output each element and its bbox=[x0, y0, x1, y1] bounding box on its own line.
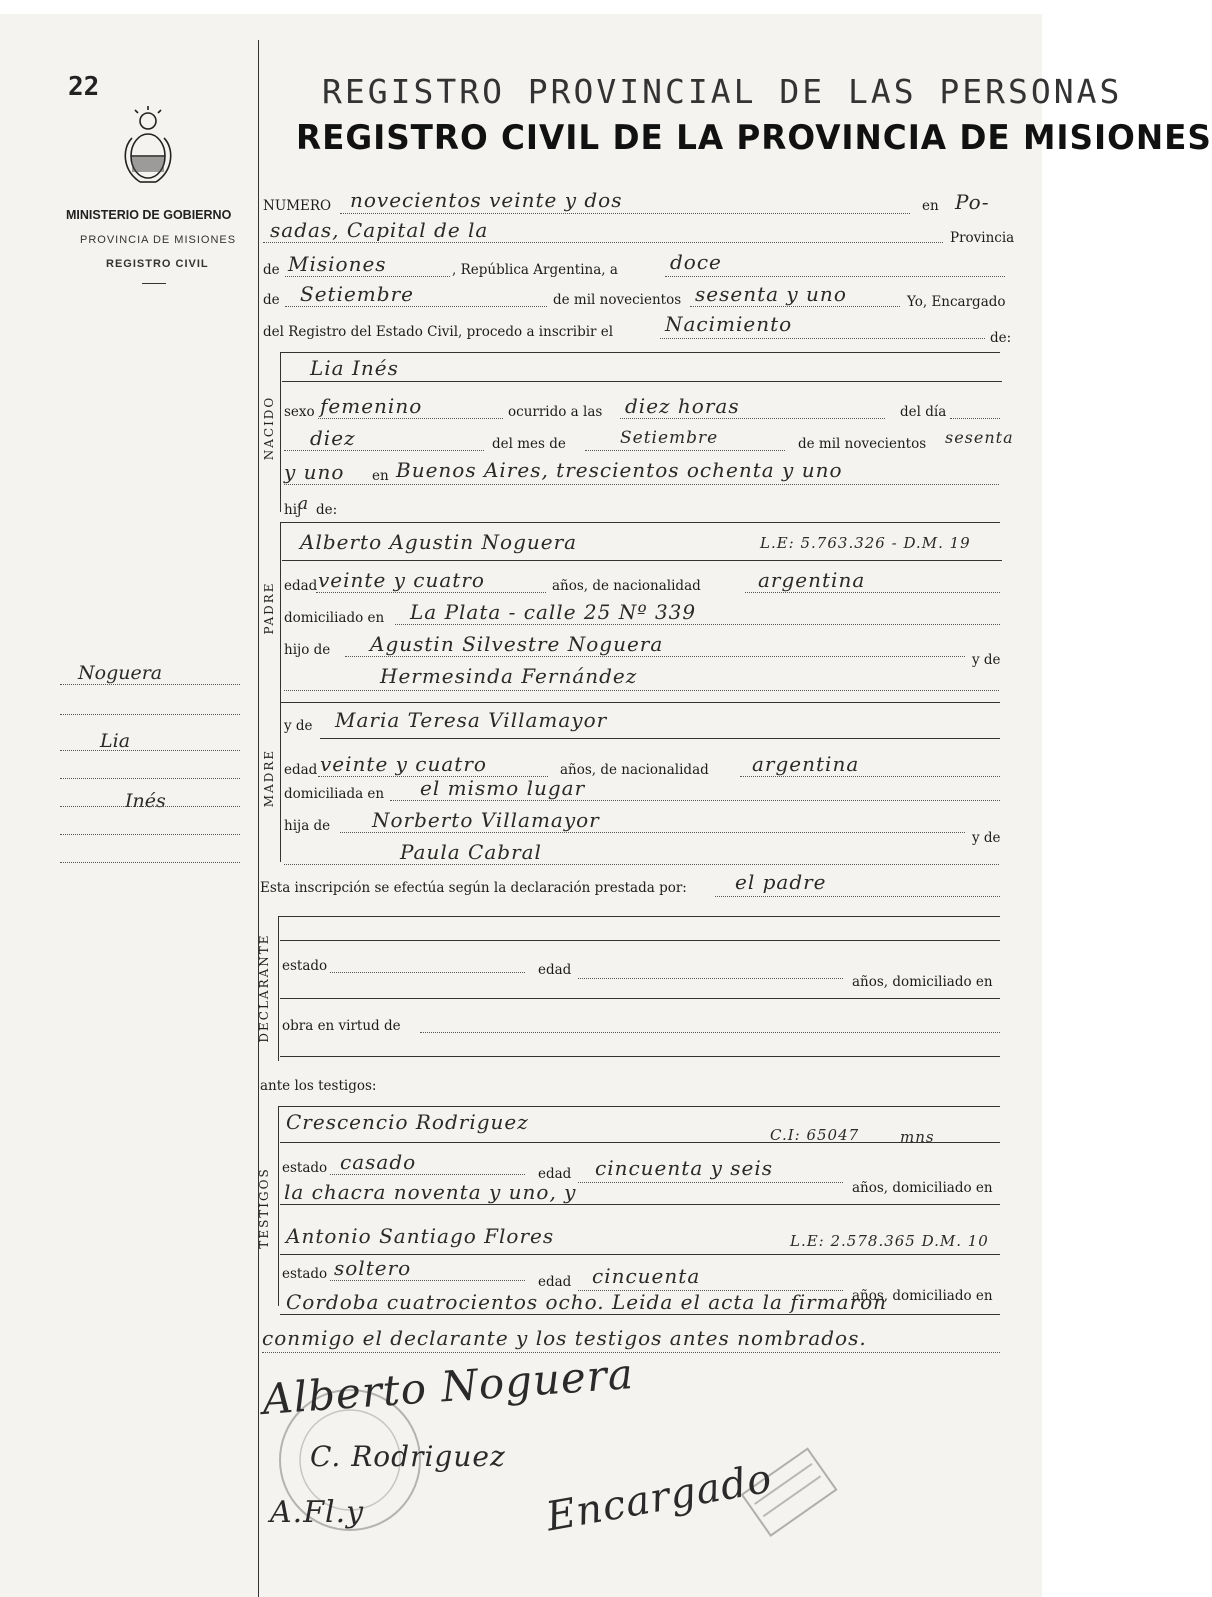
t1-domicilio: la chacra noventa y uno, y bbox=[284, 1180, 577, 1204]
madre-madre-value: Paula Cabral bbox=[400, 840, 542, 864]
sexo-label: sexo bbox=[284, 404, 315, 420]
margin-nombre-2: Inés bbox=[125, 790, 166, 812]
t1-edad-label: edad bbox=[538, 1166, 572, 1182]
margin-apellido: Noguera bbox=[78, 662, 163, 684]
republica-label: , República Argentina, a bbox=[452, 262, 618, 278]
de-mes-label: de bbox=[263, 292, 280, 308]
t1-estado: casado bbox=[340, 1150, 417, 1174]
page-number: 22 bbox=[68, 72, 100, 102]
yo-label: Yo, Encargado bbox=[907, 294, 1006, 310]
padre-edad-label: edad bbox=[284, 578, 318, 594]
t1-edad: cincuenta y seis bbox=[595, 1156, 774, 1180]
nacido-mes-value: Setiembre bbox=[620, 428, 719, 448]
margin-guide-line bbox=[60, 834, 240, 835]
padre-domicilio-value: La Plata - calle 25 Nº 339 bbox=[410, 600, 697, 624]
section-testigos: TESTIGOS bbox=[257, 1167, 271, 1249]
top-border bbox=[0, 0, 1042, 14]
mes-value: Setiembre bbox=[300, 282, 414, 306]
t2-domicilio: Cordoba cuatrocientos ocho. Leida el acta la firmaron bbox=[286, 1290, 888, 1314]
provincia-value: Misiones bbox=[288, 252, 387, 276]
section-madre: MADRE bbox=[262, 748, 276, 808]
declarante-edad-label: edad bbox=[538, 962, 572, 978]
margin-guide-line bbox=[60, 806, 240, 807]
padre-padre-value: Agustin Silvestre Noguera bbox=[370, 632, 664, 656]
provincia-label: Provincia bbox=[950, 230, 1015, 246]
padre-nac-value: argentina bbox=[758, 568, 866, 592]
numero-value: novecientos veinte y dos bbox=[350, 188, 623, 212]
declaracion-label: Esta inscripción se efectúa según la declaración prestada por: bbox=[260, 880, 687, 896]
main-title: REGISTRO CIVIL DE LA PROVINCIA DE MISIONES bbox=[296, 118, 1212, 158]
nacido-nombre: Lia Inés bbox=[310, 356, 399, 380]
testigos-intro: ante los testigos: bbox=[260, 1078, 377, 1094]
declaracion-value: el padre bbox=[735, 870, 827, 894]
madre-hija-label: hija de bbox=[284, 818, 331, 834]
hija-end: de: bbox=[316, 502, 338, 518]
numero-label: NUMERO bbox=[263, 198, 332, 214]
padre-documento: L.E: 5.763.326 - D.M. 19 bbox=[760, 534, 971, 552]
registro-label: del Registro del Estado Civil, procedo a inscribir el bbox=[263, 324, 614, 340]
t2-anos-label: años, domiciliado en bbox=[852, 1288, 993, 1304]
t2-estado-label: estado bbox=[282, 1266, 328, 1282]
padre-edad-value: veinte y cuatro bbox=[318, 568, 485, 592]
anio-label: de mil novecientos bbox=[553, 292, 682, 308]
overprint-title: REGISTRO PROVINCIAL DE LAS PERSONAS bbox=[322, 72, 1123, 111]
padre-nac-label: años, de nacionalidad bbox=[552, 578, 701, 594]
anio-value: sesenta y uno bbox=[695, 282, 847, 306]
madre-y-de-label2: y de bbox=[972, 830, 1001, 846]
hija-value: a bbox=[298, 494, 310, 514]
margin-rule bbox=[258, 40, 259, 1597]
t1-doc-suffix: mns bbox=[900, 1128, 935, 1146]
lugar-value-a: Po- bbox=[955, 190, 990, 214]
margin-guide-line bbox=[60, 714, 240, 715]
margin-guide-line bbox=[60, 862, 240, 863]
t1-estado-label: estado bbox=[282, 1160, 328, 1176]
declarante-estado-label: estado bbox=[282, 958, 328, 974]
padre-y-de-label: y de bbox=[972, 652, 1001, 668]
signature-padre: Alberto Noguera bbox=[260, 1349, 636, 1424]
margin-nombre-1: Lia bbox=[100, 730, 131, 752]
margin-guide-line bbox=[60, 778, 240, 779]
hija-label: hij bbox=[284, 502, 302, 518]
margin-guide-line bbox=[60, 684, 240, 685]
coat-of-arms-icon bbox=[118, 108, 178, 190]
section-nacido: NACIDO bbox=[262, 395, 276, 461]
madre-y-de-label: y de bbox=[284, 718, 313, 734]
madre-padre-value: Norberto Villamayor bbox=[372, 808, 600, 832]
madre-domicilio-label: domiciliada en bbox=[284, 786, 385, 802]
padre-nombre: Alberto Agustin Noguera bbox=[300, 530, 578, 554]
madre-nac-value: argentina bbox=[752, 752, 860, 776]
nacido-anio-label: de mil novecientos bbox=[798, 436, 927, 452]
ocurrido-label: ocurrido a las bbox=[508, 404, 603, 420]
ministry-divider bbox=[142, 283, 166, 284]
padre-domicilio-label: domiciliado en bbox=[284, 610, 385, 626]
margin-guide-line bbox=[60, 750, 240, 751]
del-dia-label: del día bbox=[900, 404, 947, 420]
t2-edad: cincuenta bbox=[592, 1264, 701, 1288]
nacido-lugar: Buenos Aires, trescientos ochenta y uno bbox=[396, 458, 843, 482]
madre-nombre: Maria Teresa Villamayor bbox=[335, 708, 608, 732]
madre-edad-label: edad bbox=[284, 762, 318, 778]
nacido-en-label: en bbox=[372, 468, 389, 484]
madre-nac-label: años, de nacionalidad bbox=[560, 762, 709, 778]
madre-edad-value: veinte y cuatro bbox=[320, 752, 487, 776]
section-padre: PADRE bbox=[262, 581, 276, 635]
signature-encargado: Encargado bbox=[542, 1455, 776, 1541]
ministry-name: MINISTERIO DE GOBIERNO bbox=[66, 208, 232, 222]
ministry-registry: REGISTRO CIVIL bbox=[106, 258, 209, 270]
declarante-obra-label: obra en virtud de bbox=[282, 1018, 401, 1034]
lugar-value-b: sadas, Capital de la bbox=[270, 218, 489, 242]
padre-hijo-label: hijo de bbox=[284, 642, 331, 658]
t2-doc: L.E: 2.578.365 D.M. 10 bbox=[790, 1232, 989, 1250]
cierre-text: conmigo el declarante y los testigos antes nombrados. bbox=[262, 1326, 867, 1350]
t2-nombre: Antonio Santiago Flores bbox=[286, 1224, 555, 1248]
padre-madre-value: Hermesinda Fernández bbox=[380, 664, 638, 688]
signature-testigo-1: C. Rodriguez bbox=[310, 1440, 506, 1473]
nacido-dia-value: diez bbox=[310, 426, 356, 450]
mes-label: del mes de bbox=[492, 436, 566, 452]
section-declarante: DECLARANTE bbox=[257, 933, 271, 1043]
t1-doc: C.I: 65047 bbox=[770, 1126, 860, 1144]
hora-value: diez horas bbox=[625, 394, 740, 418]
de-end-label: de: bbox=[990, 330, 1012, 346]
signature-testigo-2: A.Fl.y bbox=[270, 1495, 365, 1530]
t2-estado: soltero bbox=[334, 1256, 412, 1280]
de-label: de bbox=[263, 262, 280, 278]
dia-value: doce bbox=[670, 250, 722, 274]
t1-anos-label: años, domiciliado en bbox=[852, 1180, 993, 1196]
nacido-anio-b: y uno bbox=[284, 460, 345, 484]
sexo-value: femenino bbox=[320, 394, 423, 418]
declarante-anos-label: años, domiciliado en bbox=[852, 974, 993, 990]
ministry-province: PROVINCIA DE MISIONES bbox=[80, 234, 237, 246]
t2-edad-label: edad bbox=[538, 1274, 572, 1290]
nacido-anio-a: sesenta bbox=[945, 428, 1014, 447]
t1-nombre: Crescencio Rodriguez bbox=[286, 1110, 529, 1134]
en-label: en bbox=[922, 198, 939, 214]
madre-domicilio-value: el mismo lugar bbox=[420, 776, 586, 800]
acto-value: Nacimiento bbox=[665, 312, 793, 336]
